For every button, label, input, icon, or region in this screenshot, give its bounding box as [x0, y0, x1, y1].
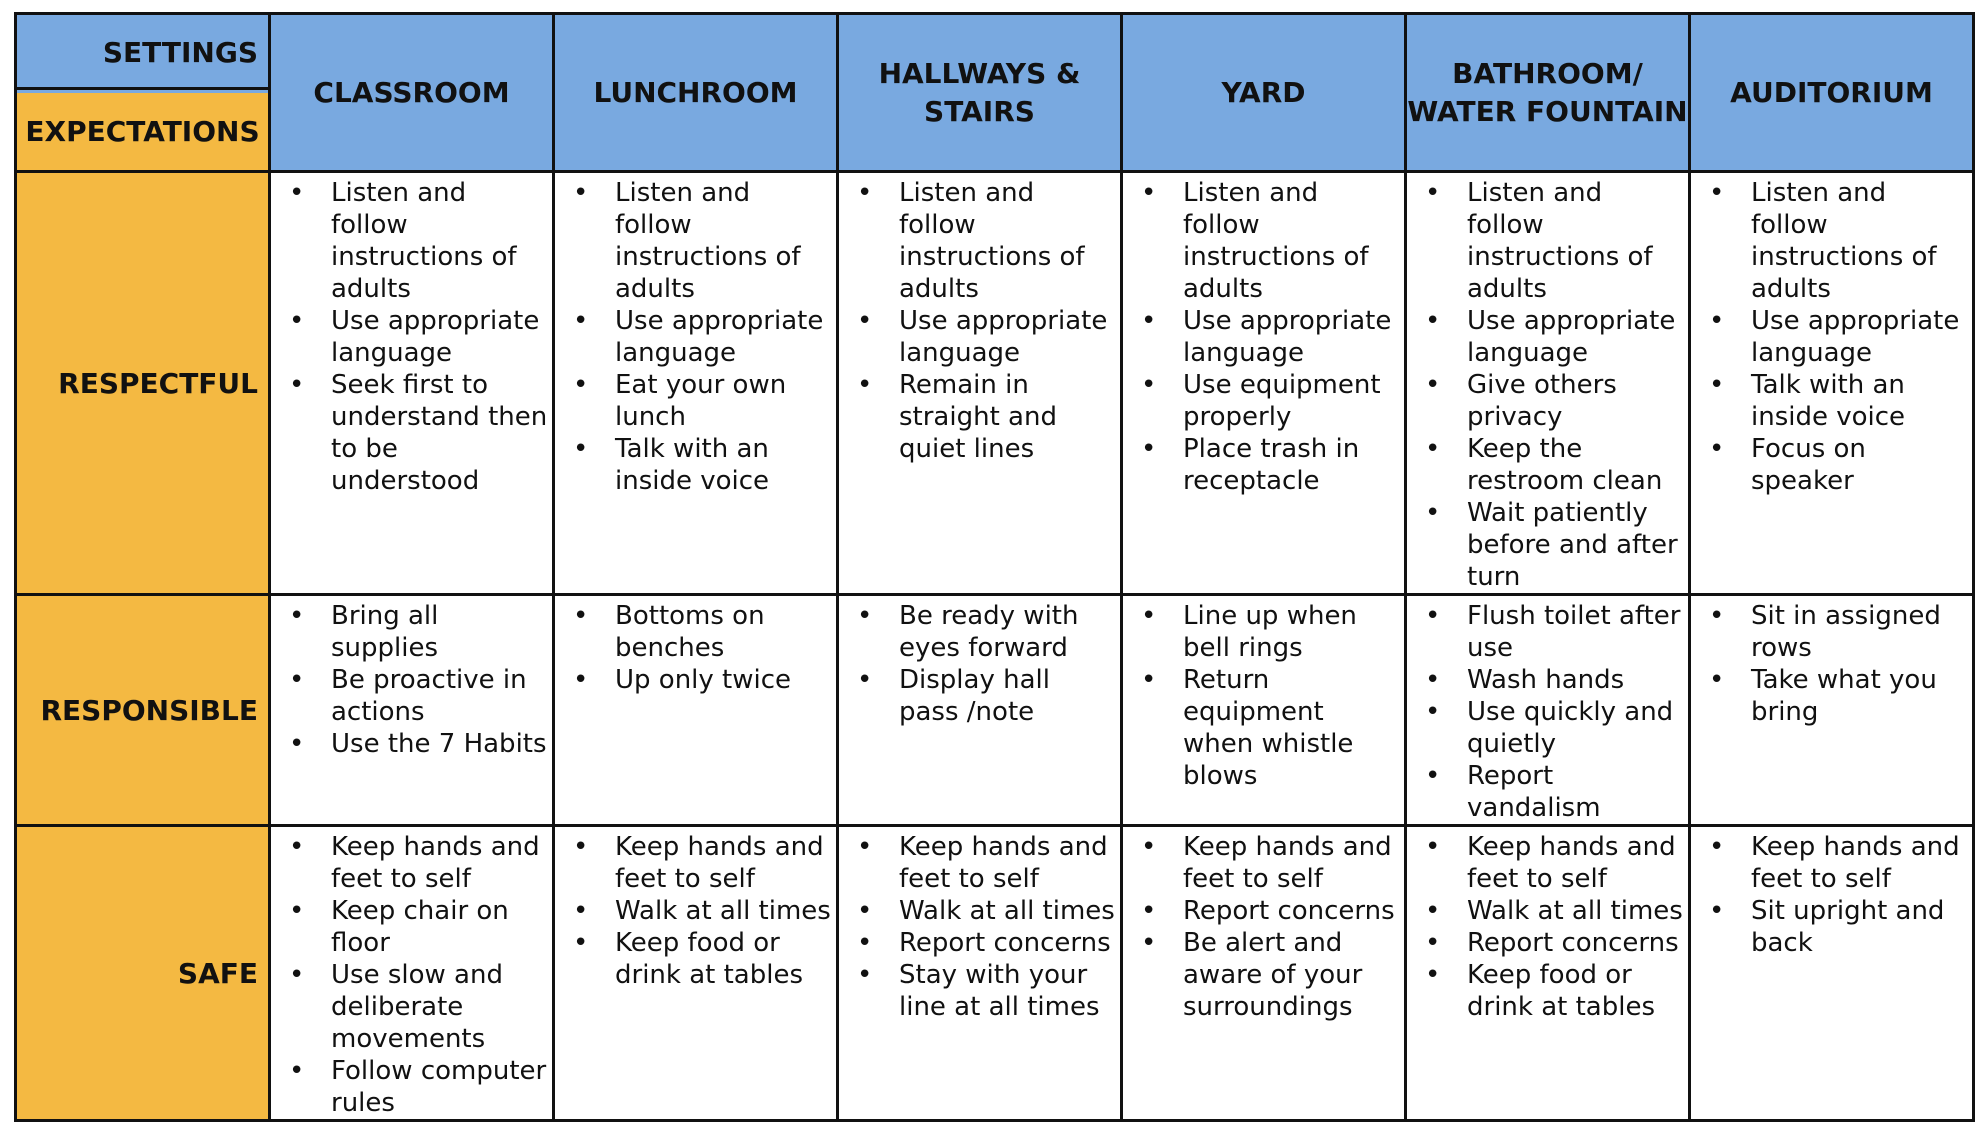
cell	[1122, 595, 1406, 826]
expectation-list	[1407, 596, 1688, 824]
expectation-item: • Keep hands and feet to self	[1691, 831, 1968, 895]
expectation-item: • Bring all supplies	[271, 600, 548, 664]
setting-header-yard: YARD	[1122, 14, 1406, 172]
expectation-item: • Line up when bell rings	[1123, 600, 1400, 664]
cell	[838, 826, 1122, 1121]
expectations-matrix	[14, 12, 1975, 1122]
settings-label: SETTINGS	[17, 15, 268, 90]
expectation-list	[271, 827, 552, 1119]
cell	[554, 595, 838, 826]
expectation-item: • Listen and follow instructions of adults	[1123, 177, 1400, 305]
expectation-item: • Walk at all times	[1407, 895, 1684, 927]
setting-header-bathroom: BATHROOM/ WATER FOUNTAIN	[1406, 14, 1690, 172]
expectation-item: • Wash hands	[1407, 664, 1684, 696]
expectation-item: • Be ready with eyes forward	[839, 600, 1116, 664]
cell	[838, 172, 1122, 595]
setting-header-classroom: CLASSROOM	[270, 14, 554, 172]
expectation-item: • Sit upright and back	[1691, 895, 1968, 959]
setting-header-hallways: HALLWAYS & STAIRS	[838, 14, 1122, 172]
expectation-list	[1691, 827, 1972, 959]
expectation-item: • Use the 7 Habits	[271, 728, 548, 760]
expectation-item: • Talk with an inside voice	[1691, 369, 1968, 433]
expectation-item: • Keep hands and feet to self	[1123, 831, 1400, 895]
expectation-item: • Seek first to understand then to be understood	[271, 369, 548, 497]
expectation-item: • Bottoms on benches	[555, 600, 832, 664]
expectations-label: EXPECTATIONS	[17, 93, 268, 170]
expectation-item: • Keep chair on floor	[271, 895, 548, 959]
expectation-item: • Listen and follow instructions of adults	[1691, 177, 1968, 305]
expectation-list	[1407, 827, 1688, 1023]
expectation-list	[1691, 596, 1972, 728]
expectation-item: • Keep food or drink at tables	[555, 927, 832, 991]
expectation-item: • Display hall pass /note	[839, 664, 1116, 728]
expectation-item: • Eat your own lunch	[555, 369, 832, 433]
cell	[1406, 826, 1690, 1121]
cell	[554, 826, 838, 1121]
expectation-item: • Talk with an inside voice	[555, 433, 832, 497]
row-label-respectful: RESPECTFUL	[16, 172, 270, 595]
row-responsible	[16, 595, 1974, 826]
expectation-item: • Use appropriate language	[555, 305, 832, 369]
header-row	[16, 14, 1974, 172]
expectation-item: • Keep hands and feet to self	[271, 831, 548, 895]
expectation-item: • Use appropriate language	[1691, 305, 1968, 369]
expectation-list	[555, 173, 836, 497]
expectation-item: • Report concerns	[839, 927, 1116, 959]
expectation-item: • Keep food or drink at tables	[1407, 959, 1684, 1023]
expectation-item: • Use appropriate language	[271, 305, 548, 369]
cell	[1406, 172, 1690, 595]
cell	[554, 172, 838, 595]
expectation-list	[839, 173, 1120, 465]
expectation-item: • Follow computer rules	[271, 1055, 548, 1119]
expectation-list	[555, 596, 836, 696]
expectation-item: • Listen and follow instructions of adults	[839, 177, 1116, 305]
setting-header-lunchroom: LUNCHROOM	[554, 14, 838, 172]
expectation-item: • Use appropriate language	[839, 305, 1116, 369]
cell	[1690, 595, 1974, 826]
cell	[838, 595, 1122, 826]
expectation-item: • Listen and follow instructions of adults	[271, 177, 548, 305]
row-label-safe: SAFE	[16, 826, 270, 1121]
expectation-item: • Report concerns	[1407, 927, 1684, 959]
expectation-item: • Keep hands and feet to self	[1407, 831, 1684, 895]
expectation-item: • Keep the restroom clean	[1407, 433, 1684, 497]
expectation-item: • Return equipment when whistle blows	[1123, 664, 1400, 792]
expectation-item: • Stay with your line at all times	[839, 959, 1116, 1023]
expectation-item: • Be alert and aware of your surroundings	[1123, 927, 1400, 1023]
expectation-item: • Walk at all times	[839, 895, 1116, 927]
expectation-item: • Walk at all times	[555, 895, 832, 927]
cell	[1122, 826, 1406, 1121]
expectation-item: • Up only twice	[555, 664, 832, 696]
setting-header-auditorium: AUDITORIUM	[1690, 14, 1974, 172]
expectation-item: • Listen and follow instructions of adults	[555, 177, 832, 305]
expectation-list	[1123, 596, 1404, 792]
cell	[1406, 595, 1690, 826]
expectation-item: • Be proactive in actions	[271, 664, 548, 728]
expectation-list	[271, 596, 552, 760]
expectation-item: • Report concerns	[1123, 895, 1400, 927]
expectation-item: • Remain in straight and quiet lines	[839, 369, 1116, 465]
expectation-item: • Wait patiently before and after turn	[1407, 497, 1684, 593]
expectation-list	[839, 827, 1120, 1023]
expectation-item: • Place trash in receptacle	[1123, 433, 1400, 497]
expectation-list	[555, 827, 836, 991]
expectation-item: • Report vandalism	[1407, 760, 1684, 824]
expectation-item: • Listen and follow instructions of adults	[1407, 177, 1684, 305]
corner-cell	[16, 14, 270, 172]
expectation-item: • Keep hands and feet to self	[839, 831, 1116, 895]
row-safe	[16, 826, 1974, 1121]
expectation-list	[1123, 827, 1404, 1023]
expectation-item: • Flush toilet after use	[1407, 600, 1684, 664]
expectation-item: • Keep hands and feet to self	[555, 831, 832, 895]
expectation-item: • Sit in assigned rows	[1691, 600, 1968, 664]
cell	[1122, 172, 1406, 595]
expectation-item: • Use appropriate language	[1123, 305, 1400, 369]
cell	[270, 595, 554, 826]
cell	[1690, 826, 1974, 1121]
expectation-item: • Use slow and deliberate movements	[271, 959, 548, 1055]
expectation-item: • Take what you bring	[1691, 664, 1968, 728]
expectation-list	[271, 173, 552, 497]
expectation-list	[1691, 173, 1972, 497]
expectation-item: • Use appropriate language	[1407, 305, 1684, 369]
expectation-list	[1407, 173, 1688, 593]
expectation-list	[839, 596, 1120, 728]
cell	[270, 172, 554, 595]
expectation-item: • Focus on speaker	[1691, 433, 1968, 497]
expectation-item: • Use quickly and quietly	[1407, 696, 1684, 760]
row-label-responsible: RESPONSIBLE	[16, 595, 270, 826]
cell	[270, 826, 554, 1121]
expectation-item: • Give others privacy	[1407, 369, 1684, 433]
expectation-item: • Use equipment properly	[1123, 369, 1400, 433]
expectation-list	[1123, 173, 1404, 497]
cell	[1690, 172, 1974, 595]
row-respectful	[16, 172, 1974, 595]
